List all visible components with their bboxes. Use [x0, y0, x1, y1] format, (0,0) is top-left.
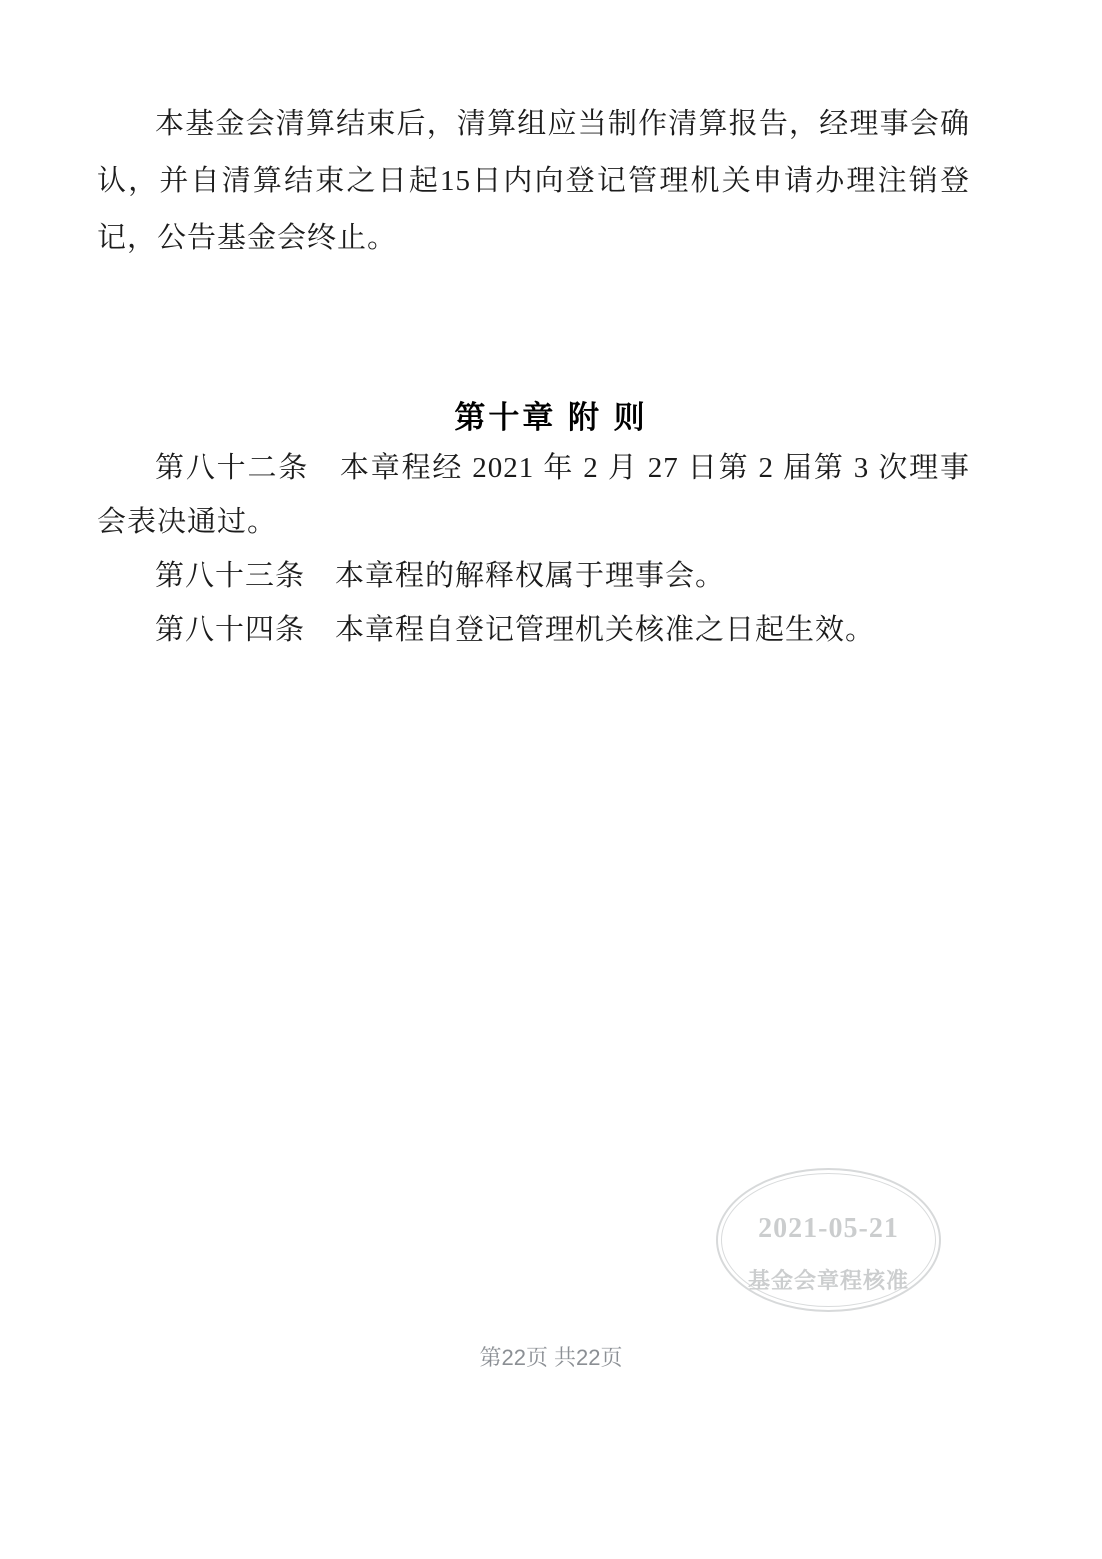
seal-date: 2021-05-21	[758, 1213, 899, 1244]
article-83: 第八十三条 本章程的解释权属于理事会。	[155, 560, 726, 592]
seal-label: 基金会章程核准	[747, 1268, 909, 1293]
article-84: 第八十四条 本章程自登记管理机关核准之日起生效。	[155, 614, 876, 646]
approval-seal	[716, 1168, 941, 1312]
closing-paragraph: 本基金会清算结束后，清算组应当制作清算报告，经理事会确认，并自清算结束之日起15日内向登记管理机关申请办理注销登记，公告基金会终止。	[97, 108, 970, 254]
articles-section	[97, 441, 970, 657]
article-82: 第八十二条 本章程经 2021 年 2 月 27 日第 2 届第 3 次理事会表决通过。	[97, 452, 970, 538]
page-number-footer: 第22页 共22页	[479, 1345, 623, 1370]
chapter-heading: 第十章 附 则	[454, 400, 648, 435]
